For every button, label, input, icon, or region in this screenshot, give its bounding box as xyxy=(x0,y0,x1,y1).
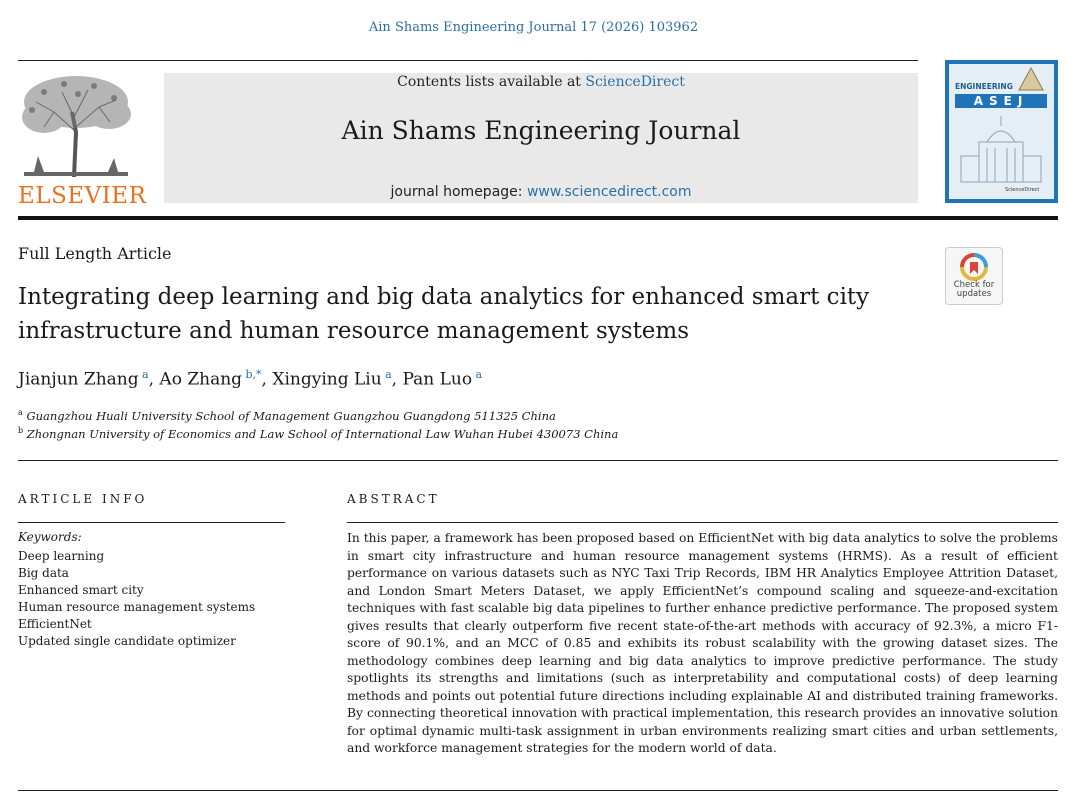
author-affiliation-mark[interactable]: b,* xyxy=(245,368,262,381)
article-info-heading: ARTICLE INFO xyxy=(18,492,148,506)
homepage-prefix: journal homepage: xyxy=(390,184,527,200)
contents-line xyxy=(164,74,918,90)
abstract-rule xyxy=(347,522,1058,523)
author-list: Jianjun Zhang $^a$, Ao Zhang $^{b,*}$, Xingying Liu $^a$, Pan Luo $^a$ xyxy=(18,368,483,390)
abstract-body: In this paper, a framework has been proposed based on EfficientNet with big data analytics to solve the problems in smart city infrastructure and human resource management systems (HRMS). As a result of efficient performance on various datasets such as NYC Taxi Trip Records, IBM HR Analytics Employee Attrition Dataset, and London Smart Meters Dataset, we apply EfficientNet’s compound scaling and squeeze-and-excitation techniques with fast scalable big data pipelines to further enhance predictive performance. The proposed system gives results that clearly outperform five recent state-of-the-art methods with accuracy of 92.3%, a micro F1-score of 90.1%, and an MCC of 0.85 and exhibits its robust scalability with the growing dataset sizes. The methodology combines deep learning and big data analytics to improve predictive performance. The study spotlights its strengths and limitations (such as interpretability and computational costs) of deep learning methods and points out potential future directions including explainable AI and distributed training frameworks. By connecting theoretical innovation with practical implementation, this research provides an innovative solution for optimal dynamic multi-task assignment in urban environments realizing smart cities and urban settlements, and workforce management strategies for the modern world of data. xyxy=(347,531,1058,755)
keyword-item: Updated single candidate optimizer xyxy=(18,634,236,648)
cover-emblem-icon xyxy=(1017,66,1045,92)
author-affiliation-mark[interactable]: a xyxy=(475,368,483,381)
front-matter-separator xyxy=(18,460,1058,461)
author-name[interactable]: Pan Luo xyxy=(402,369,473,390)
author-affiliation-mark[interactable]: a xyxy=(385,368,392,381)
abstract-bottom-rule xyxy=(18,790,1058,791)
check-for-updates-badge[interactable] xyxy=(945,247,1003,305)
cover-title-line: ENGINEERING xyxy=(955,82,1013,91)
keyword-item: Enhanced smart city xyxy=(18,583,144,597)
masthead-top-rule xyxy=(18,60,918,61)
affiliation-text: Guangzhou Huali University School of Management Guangzhou Guangdong 511325 China xyxy=(26,408,556,423)
homepage-link[interactable]: www.sciencedirect.com xyxy=(526,184,692,200)
author-name[interactable]: Jianjun Zhang xyxy=(18,369,139,390)
crossmark-icon xyxy=(960,253,988,281)
sciencedirect-link[interactable]: ScienceDirect xyxy=(585,74,685,90)
journal-cover[interactable] xyxy=(945,60,1058,203)
affiliation-text: Zhongnan University of Economics and Law School of International Law Wuhan Hubei 430073 China xyxy=(26,426,619,441)
header-separator xyxy=(18,216,1058,220)
affiliation xyxy=(18,408,556,423)
paper-title: Integrating deep learning and big data analytics for enhanced smart city infrastructure and human resource management systems xyxy=(18,284,870,344)
affiliation-label: a xyxy=(18,408,23,417)
keyword-item: Big data xyxy=(18,566,69,580)
affiliation xyxy=(18,426,618,441)
affiliation-label: b xyxy=(18,426,24,435)
keywords-label: Keywords: xyxy=(18,530,82,544)
crossmark-line2: updates xyxy=(956,289,992,299)
author-affiliation-mark[interactable]: a xyxy=(142,368,149,381)
abstract-heading: ABSTRACT xyxy=(347,492,440,506)
crossmark-line1: Check for xyxy=(953,280,995,290)
author-name[interactable]: Ao Zhang xyxy=(159,369,243,390)
author-name[interactable]: Xingying Liu xyxy=(272,369,382,390)
crossmark-text xyxy=(946,281,1002,299)
publisher-wordmark: ELSEVIER xyxy=(18,183,147,209)
article-info-rule xyxy=(18,522,285,523)
keyword-item: Human resource management systems xyxy=(18,600,256,614)
keywords-list xyxy=(18,548,255,650)
cover-acronym: ASEJ xyxy=(955,94,1047,108)
journal-title: Ain Shams Engineering Journal xyxy=(341,116,741,145)
cover-footer: ScienceDirect xyxy=(1005,187,1040,193)
elsevier-tree-logo xyxy=(14,72,138,180)
keyword-item: Deep learning xyxy=(18,549,105,563)
journal-citation: Ain Shams Engineering Journal 17 (2026) 103962 xyxy=(368,20,699,35)
cover-building-icon xyxy=(957,112,1045,190)
contents-prefix: Contents lists available at xyxy=(397,74,586,90)
keyword-item: EfficientNet xyxy=(18,617,92,631)
article-type: Full Length Article xyxy=(18,244,172,263)
homepage-line xyxy=(164,184,918,200)
